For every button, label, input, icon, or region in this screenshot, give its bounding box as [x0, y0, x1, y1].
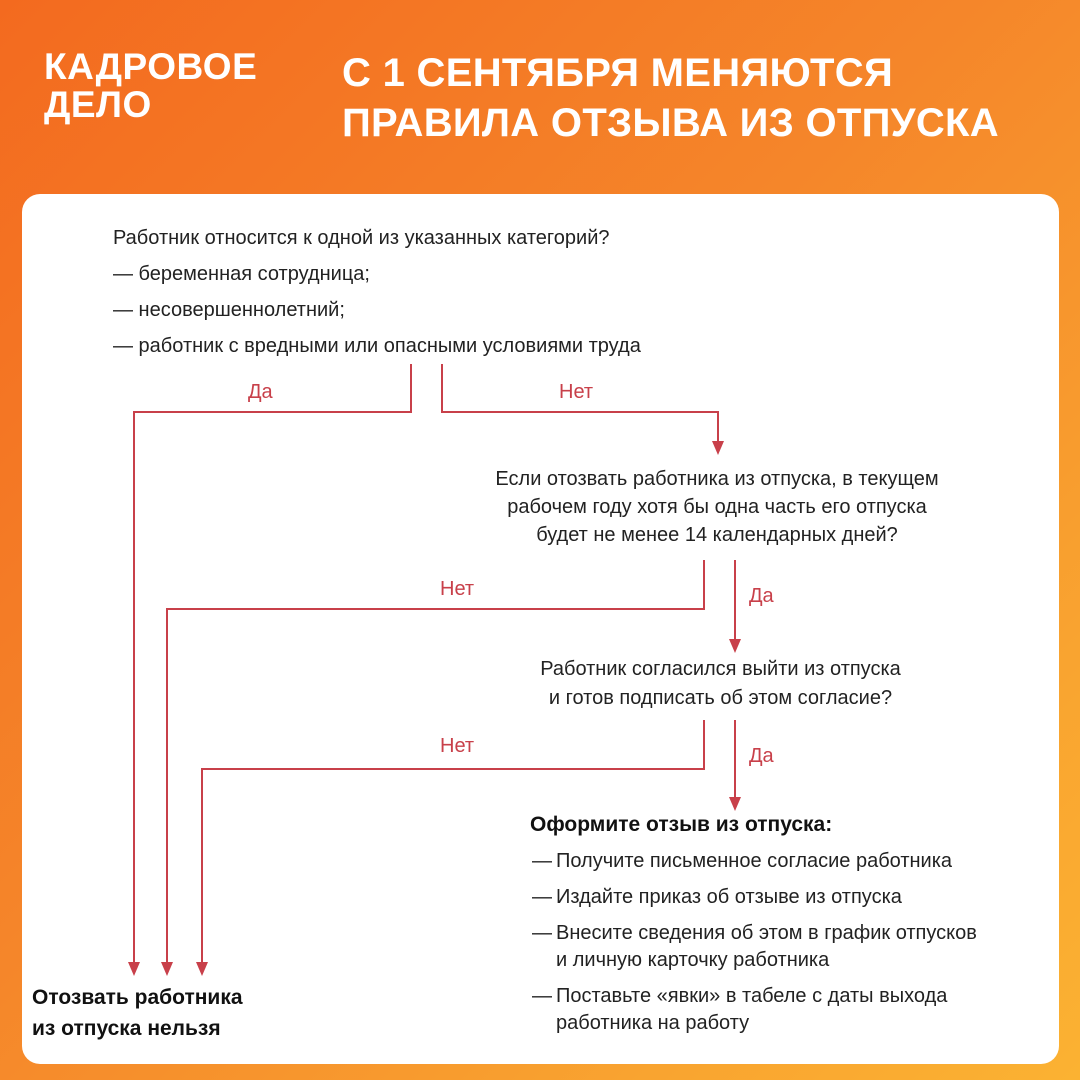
- question-3: [498, 655, 943, 713]
- arrowhead-icon: [196, 962, 208, 976]
- question-3-line: Работник согласился выйти из отпуска: [540, 658, 901, 680]
- question-1-line: — несовершеннолетний;: [113, 299, 345, 321]
- q3-no-label: Нет: [440, 735, 475, 757]
- brand-line: КАДРОВОЕ: [44, 46, 258, 87]
- question-2: [452, 465, 982, 549]
- connector-q1-no: [442, 364, 718, 444]
- step-text: Внесите сведения об этом в график отпусков: [556, 922, 977, 944]
- dash: —: [532, 850, 552, 872]
- question-3-line: и готов подписать об этом согласие?: [548, 687, 893, 709]
- result-line: из отпуска нельзя: [32, 1017, 221, 1040]
- dash: —: [532, 985, 552, 1007]
- step-text: Поставьте «явки» в табеле с даты выхода: [556, 985, 948, 1007]
- arrowhead-icon: [128, 962, 140, 976]
- arrowhead-icon: [729, 639, 741, 653]
- title-line: ПРАВИЛА ОТЗЫВА ИЗ ОТПУСКА: [342, 101, 999, 145]
- step-text: работника на работу: [556, 1012, 750, 1034]
- question-2-line: Если отозвать работника из отпуска, в текущем: [495, 468, 939, 490]
- step-text: и личную карточку работника: [556, 949, 830, 971]
- action-steps: [532, 848, 977, 1046]
- question-1-line: — работник с вредными или опасными условиями труда: [113, 335, 641, 357]
- action-title: Оформите отзыв из отпуска:: [530, 813, 833, 836]
- arrowhead-icon: [712, 441, 724, 455]
- dash: —: [532, 886, 552, 908]
- q3-yes-label: Да: [749, 745, 774, 767]
- question-1-line: — беременная сотрудница;: [113, 263, 370, 285]
- question-1-line: Работник относится к одной из указанных категорий?: [113, 227, 610, 249]
- result-line: Отозвать работника: [32, 986, 243, 1009]
- list-item: [532, 920, 977, 974]
- q1-yes-label: Да: [248, 381, 273, 403]
- question-2-line: будет не менее 14 календарных дней?: [536, 524, 898, 546]
- question-1: [113, 220, 641, 364]
- dash: —: [532, 922, 552, 944]
- arrowhead-icon: [161, 962, 173, 976]
- q2-no-label: Нет: [440, 578, 475, 600]
- step-text: Получите письменное согласие работника: [556, 850, 953, 872]
- q1-no-label: Нет: [559, 381, 594, 403]
- step-text: Издайте приказ об отзыве из отпуска: [556, 886, 902, 908]
- list-item: [532, 884, 977, 911]
- title-line: С 1 СЕНТЯБРЯ МЕНЯЮТСЯ: [342, 51, 894, 95]
- result-forbidden: [32, 982, 243, 1044]
- question-2-line: рабочем году хотя бы одна часть его отпуска: [507, 496, 927, 518]
- connector-q1-yes: [134, 364, 411, 965]
- brand-line: ДЕЛО: [44, 84, 152, 125]
- arrowhead-icon: [729, 797, 741, 811]
- list-item: [532, 983, 977, 1037]
- q2-yes-label: Да: [749, 585, 774, 607]
- list-item: [532, 848, 977, 875]
